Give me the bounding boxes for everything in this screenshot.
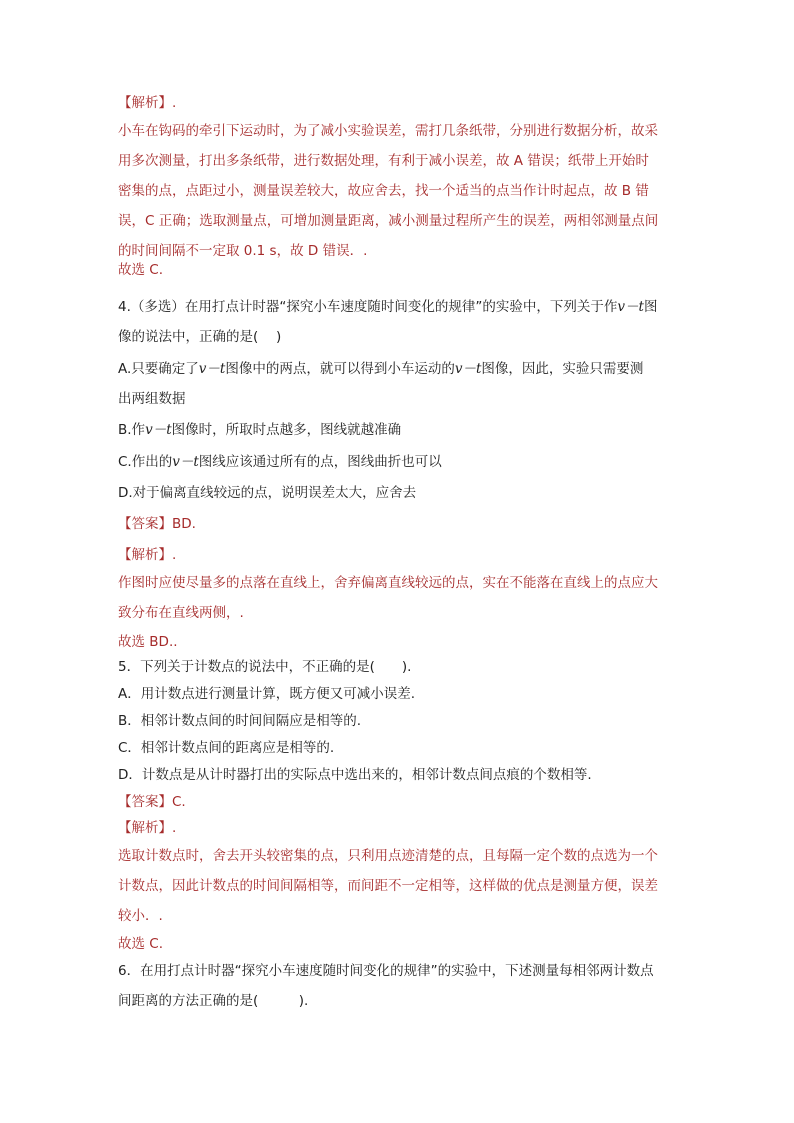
q5-option-d: D．计数点是从计时器打出的实际点中选出来的，相邻计数点间点痕的个数相等.: [118, 767, 592, 783]
q5-option-a: A．用计数点进行测量计算，既方便又可减小误差.: [118, 686, 416, 702]
q4-option-b-text: 图像时，所取时点越多，图线就越准确: [171, 422, 402, 438]
q5-analysis-line: 选取计数点时，舍去开头较密集的点，只利用点迹清楚的点，且每隔一定个数的点选为一个: [118, 848, 658, 864]
q4-option-c-text: C.作出的: [118, 454, 173, 470]
q3-analysis-line: 的时间间隔不一定取 0.1 s，故 D 错误．.: [118, 243, 368, 259]
q4-option-d: D.对于偏离直线较远的点，说明误差太大，应舍去: [118, 485, 417, 501]
q6-stem-line: 间距离的方法正确的是( ).: [118, 993, 309, 1009]
q4-vt-symbol: v－t: [145, 422, 172, 438]
q3-analysis-label: 【解析】.: [118, 95, 177, 111]
q5-analysis-line: 计数点，因此计数点的时间间隔相等，而间距不一定相等，这样做的优点是测量方便，误差: [118, 878, 658, 894]
q3-analysis-line: 小车在钩码的牵引下运动时，为了减小实验误差，需打几条纸带，分别进行数据分析，故采: [118, 123, 658, 139]
q5-option-b: B．相邻计数点间的时间间隔应是相等的.: [118, 713, 362, 729]
q3-conclusion: 故选 C.: [118, 262, 164, 278]
q4-option-c: [118, 453, 442, 471]
q5-answer: 【答案】C.: [118, 794, 186, 810]
q5-conclusion: 故选 C.: [118, 936, 164, 952]
q4-option-b: [118, 421, 401, 439]
q3-analysis-line: 误，C 正确；选取测量点，可增加测量距离，减小测量过程所产生的误差，两相邻测量点间: [118, 213, 659, 229]
q4-option-a-text: 图像，因此，实验只需要测: [481, 361, 644, 377]
q4-option-b-text: B.作: [118, 422, 146, 438]
q3-analysis-line: 密集的点，点距过小，测量误差较大，故应舍去，找一个适当的点当作计时起点，故 B 错: [118, 183, 649, 199]
q4-analysis-label: 【解析】.: [118, 547, 177, 563]
q3-analysis-text: [118, 116, 678, 266]
q4-stem-text: 4.（多选）在用打点计时器“探究小车速度随时间变化的规律”的实验中，下列关于作: [118, 299, 618, 315]
q4-analysis-line: 致分布在直线两侧，.: [118, 605, 244, 621]
q4-option-c-text: 图线应该通过所有的点，图线曲折也可以: [198, 454, 442, 470]
q4-conclusion: 故选 BD..: [118, 634, 178, 650]
q5-analysis-text: [118, 841, 678, 931]
q4-stem-line2: 像的说法中，正确的是( ): [118, 329, 282, 345]
q4-option-a-text: A.只要确定了: [118, 361, 199, 377]
q4-option-a-text: 图像中的两点，就可以得到小车运动的: [225, 361, 455, 377]
q4-analysis-line: 作图时应使尽量多的点落在直线上，舍弃偏离直线较远的点，实在不能落在直线上的点应大: [118, 575, 658, 591]
q4-option-a-line1: [118, 360, 643, 378]
q4-stem-text: 图: [643, 299, 658, 315]
q4-analysis-text: [118, 568, 678, 628]
q4-vt-symbol: v－t: [617, 299, 644, 315]
q6-stem-line: 6．在用打点计时器“探究小车速度随时间变化的规律”的实验中，下述测量每相邻两计数点: [118, 963, 654, 979]
q4-vt-symbol: v－t: [454, 361, 482, 377]
q4-answer: 【答案】BD.: [118, 516, 196, 532]
q5-analysis-label: 【解析】.: [118, 820, 177, 836]
q3-analysis-line: 用多次测量，打出多条纸带，进行数据处理，有利于减小误差，故 A 错误；纸带上开始时: [118, 153, 649, 169]
q4-stem-line1: [118, 298, 657, 316]
q4-option-a-line2: 出两组数据: [118, 391, 186, 407]
q6-stem: [118, 956, 678, 1016]
q4-vt-symbol: v－t: [198, 361, 226, 377]
q4-vt-symbol: v－t: [172, 454, 199, 470]
q5-analysis-line: 较小．.: [118, 908, 163, 924]
q5-option-c: C．相邻计数点间的距离应是相等的.: [118, 740, 335, 756]
q5-stem: 5．下列关于计数点的说法中，不正确的是( ).: [118, 659, 412, 675]
